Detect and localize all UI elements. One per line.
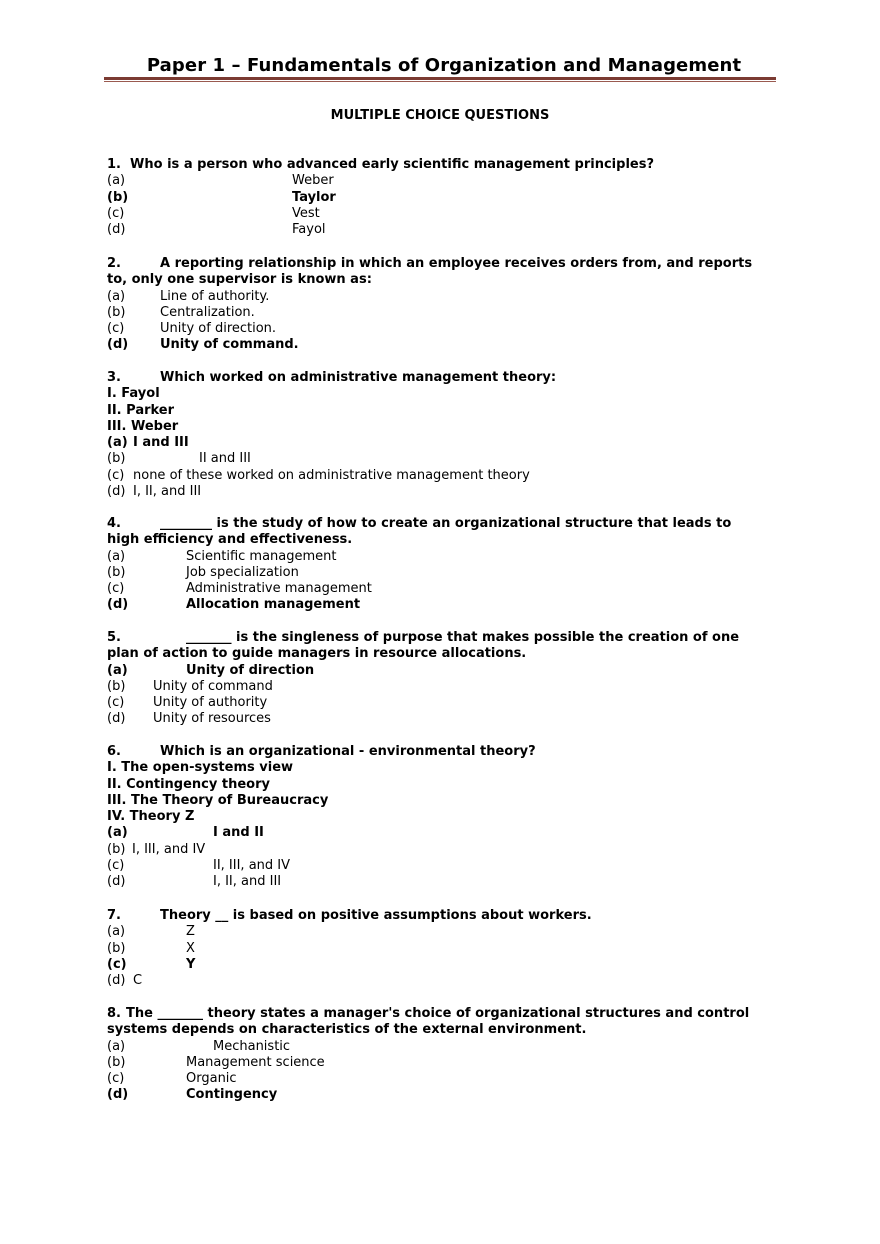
option-text: I, II, and III: [133, 484, 202, 500]
question-number: 7.: [107, 908, 121, 923]
option-label: (b): [107, 678, 126, 694]
option-label: (c): [107, 205, 125, 221]
option-label: (d): [107, 484, 126, 500]
option-c: [107, 957, 767, 973]
option-c: [107, 858, 767, 874]
option-c: [107, 581, 767, 597]
question-4: [107, 516, 767, 614]
option-label: (a): [107, 662, 128, 678]
option-text: Fayol: [292, 222, 326, 238]
option-label: (b): [107, 189, 129, 205]
option-a: [107, 549, 767, 565]
option-text: Allocation management: [186, 597, 361, 613]
option-a: [107, 825, 767, 841]
option-b: [107, 842, 767, 858]
option-a: [107, 289, 767, 305]
question-stem: Who is a person who advanced early scientific management principles?: [130, 157, 654, 172]
option-b: [107, 679, 767, 695]
option-label: (b): [107, 451, 126, 467]
section-heading: MULTIPLE CHOICE QUESTIONS: [330, 108, 550, 123]
list-item: II. Contingency theory: [107, 776, 270, 792]
question-6: [107, 744, 767, 891]
option-c: [107, 1071, 767, 1087]
option-label: (a): [107, 435, 128, 451]
option-label: (b): [107, 564, 126, 580]
option-d: [107, 1087, 767, 1103]
option-label: (d): [107, 222, 126, 238]
header-rule: [104, 77, 776, 80]
option-a: [107, 173, 767, 189]
option-b: [107, 305, 767, 321]
option-label: (c): [107, 321, 125, 337]
list-item: II. Parker: [107, 402, 175, 418]
header-rule-thin: [104, 81, 776, 82]
option-text: Y: [186, 956, 196, 972]
option-label: (b): [107, 304, 126, 320]
option-text: Unity of command: [153, 678, 273, 694]
question-1: [107, 157, 767, 238]
option-text: II and III: [199, 451, 251, 467]
option-b: [107, 190, 767, 206]
option-text: Taylor: [292, 189, 336, 205]
question-8-text: [107, 1006, 767, 1039]
option-d: [107, 484, 767, 500]
question-number: 8.: [107, 1006, 121, 1021]
question-6-text: [107, 744, 767, 760]
question-5-text: [107, 630, 767, 663]
question-2-text: [107, 256, 767, 289]
option-text: Management science: [186, 1054, 325, 1070]
option-text: C: [133, 973, 143, 989]
option-label: (c): [107, 467, 125, 483]
option-label: (d): [107, 1087, 129, 1103]
option-d: [107, 973, 767, 989]
option-c: [107, 206, 767, 222]
option-text: Administrative management: [186, 581, 372, 597]
page-title: Paper 1 – Fundamentals of Organization and Management: [146, 55, 742, 76]
option-label: (c): [107, 1071, 125, 1087]
option-text: Weber: [292, 173, 334, 189]
question-stem: Which worked on administrative management theory:: [160, 370, 557, 385]
option-text: Z: [186, 924, 195, 940]
question-number: 1.: [107, 157, 121, 172]
option-a: [107, 435, 767, 451]
option-text: Unity of direction.: [160, 321, 277, 337]
question-number: 2.: [107, 256, 121, 271]
option-text: Line of authority.: [160, 288, 270, 304]
option-label: (a): [107, 924, 126, 940]
question-stem: ________ is the study of how to create an organizational structure that leads to high efficiency and effectiveness.: [107, 516, 732, 548]
option-label: (b): [107, 1054, 126, 1070]
list-item: IV. Theory Z: [107, 809, 195, 825]
question-stem: The _______ theory states a manager's choice of organizational structures and control systems depends on characteristics of the external environment.: [107, 1006, 750, 1038]
option-text: I and II: [213, 825, 264, 841]
question-7: [107, 908, 767, 989]
option-d: [107, 597, 767, 613]
option-text: Scientific management: [186, 548, 337, 564]
option-label: (c): [107, 581, 125, 597]
option-a: [107, 924, 767, 940]
option-c: [107, 468, 767, 484]
option-label: (b): [107, 940, 126, 956]
option-text: Contingency: [186, 1087, 278, 1103]
option-text: X: [186, 940, 195, 956]
option-text: Organic: [186, 1071, 237, 1087]
question-3: [107, 370, 767, 500]
question-1-text: [107, 157, 767, 173]
option-label: (d): [107, 337, 129, 353]
option-text: Vest: [292, 205, 320, 221]
question-stem: Which is an organizational - environmental theory?: [160, 744, 536, 759]
option-label: (d): [107, 711, 126, 727]
option-label: (b): [107, 841, 126, 857]
option-text: II, III, and IV: [213, 858, 291, 874]
option-label: (a): [107, 288, 126, 304]
question-5: [107, 630, 767, 728]
option-c: [107, 321, 767, 337]
option-text: I, III, and IV: [132, 841, 206, 857]
question-number: 4.: [107, 516, 121, 531]
option-label: (a): [107, 548, 126, 564]
question-stem: Theory __ is based on positive assumptions about workers.: [160, 908, 592, 923]
option-a: [107, 663, 767, 679]
option-text: Job specialization: [186, 564, 299, 580]
option-label: (d): [107, 973, 126, 989]
question-7-text: [107, 908, 767, 924]
option-text: Centralization.: [160, 304, 255, 320]
question-number: 3.: [107, 370, 121, 385]
option-text: Unity of resources: [153, 711, 271, 727]
question-number: 5.: [107, 630, 121, 645]
option-label: (c): [107, 695, 125, 711]
option-label: (d): [107, 874, 126, 890]
question-4-text: [107, 516, 767, 549]
question-3-text: [107, 370, 767, 386]
option-d: [107, 337, 767, 353]
question-stem: A reporting relationship in which an employee receives orders from, and reports to, only one supervisor is known as:: [107, 256, 753, 288]
option-a: [107, 1039, 767, 1055]
option-d: [107, 222, 767, 238]
question-number: 6.: [107, 744, 121, 759]
list-item: I. Fayol: [107, 386, 160, 402]
option-text: Mechanistic: [213, 1038, 291, 1054]
list-item: III. The Theory of Bureaucracy: [107, 792, 329, 808]
option-d: [107, 874, 767, 890]
list-item: I. The open-systems view: [107, 760, 294, 776]
option-d: [107, 711, 767, 727]
option-label: (c): [107, 858, 125, 874]
question-2: [107, 256, 767, 354]
option-text: none of these worked on administrative management theory: [133, 467, 530, 483]
option-text: Unity of authority: [153, 695, 268, 711]
option-text: Unity of direction: [186, 662, 315, 678]
option-label: (d): [107, 597, 129, 613]
option-label: (a): [107, 825, 128, 841]
option-text: I and III: [133, 435, 189, 451]
option-text: I, II, and III: [213, 874, 282, 890]
list-item: III. Weber: [107, 418, 179, 434]
option-label: (a): [107, 173, 126, 189]
option-label: (c): [107, 956, 127, 972]
question-stem: _______ is the singleness of purpose that makes possible the creation of one plan of action to guide managers in resource allocations.: [107, 630, 740, 662]
option-b: [107, 1055, 767, 1071]
option-b: [107, 941, 767, 957]
question-8: [107, 1006, 767, 1104]
option-c: [107, 695, 767, 711]
option-b: [107, 451, 767, 467]
option-label: (a): [107, 1038, 126, 1054]
option-b: [107, 565, 767, 581]
option-text: Unity of command.: [160, 337, 299, 353]
